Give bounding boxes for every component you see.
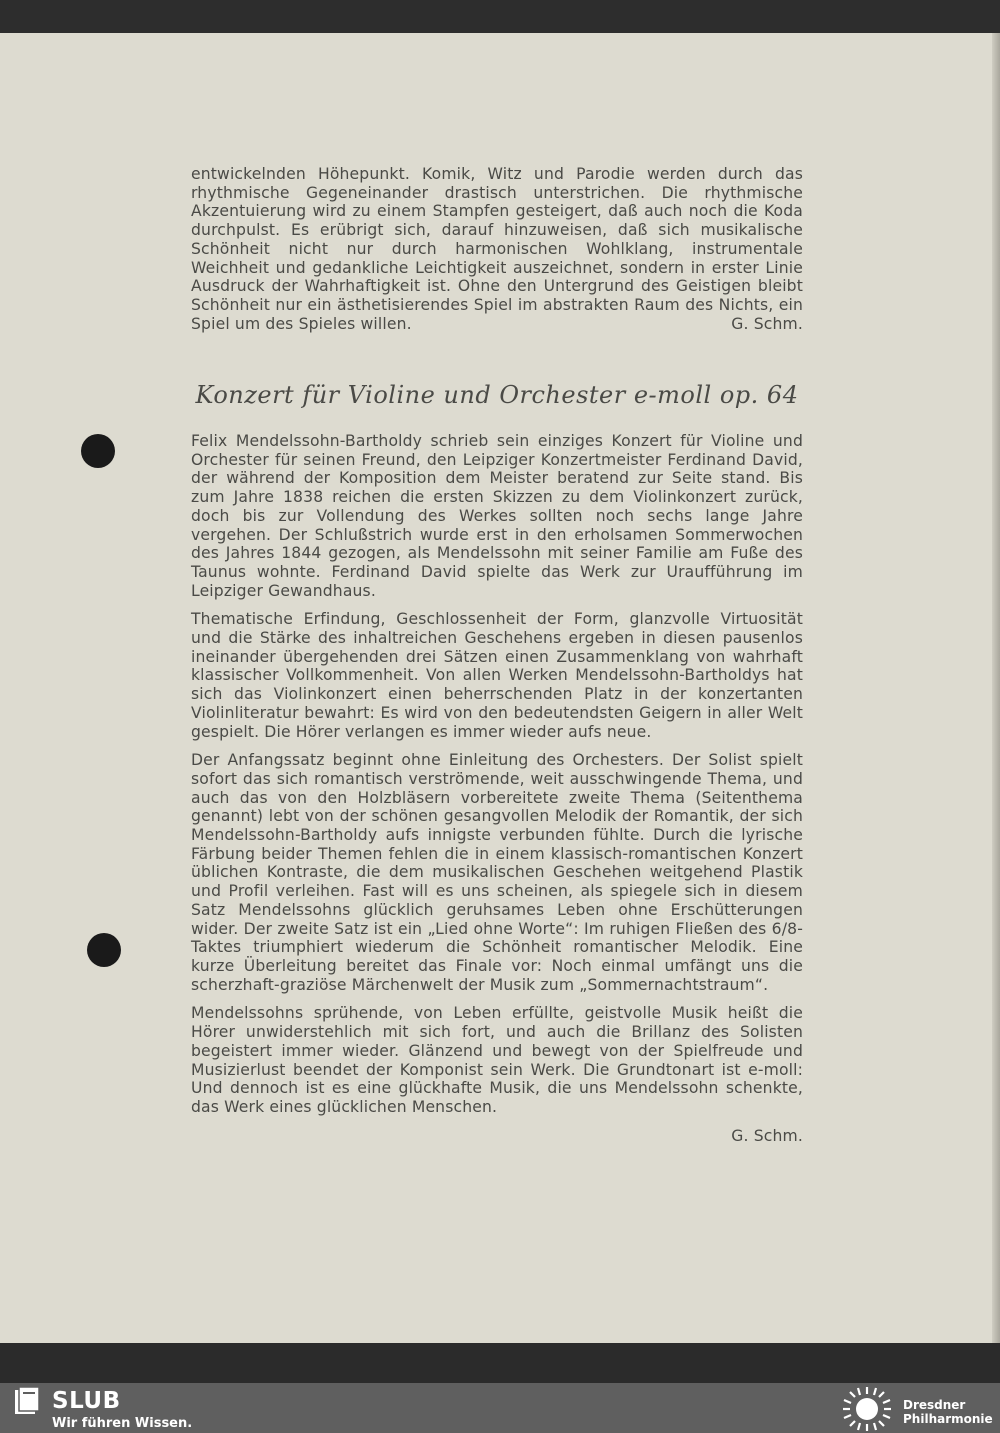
punch-hole-top [81,434,115,468]
article-title: Konzert für Violine und Orchester e-moll op. 64 [195,381,799,409]
punch-hole-bottom [87,933,121,967]
philharmonie-sunburst-icon [840,1385,894,1433]
intro-signature: G. Schm. [731,314,803,333]
article-paragraph-4: Mendelssohns sprühende, von Leben erfüllte, geistvolle Musik heißt die Hörer unwiderstehlich mit sich fort, und auch die Brillanz des Solisten begeistert immer wieder. Glänzend und bewegt von der Spielfreude und Musizierlust beendet der Komponist sein Werk. Die Grundtonart ist e-moll: Und dennoch ist es eine glückhafte Musik, die uns Mendelssohn schenkte, das Werk eines glücklichen Menschen. [191,1004,803,1116]
article-signature: G. Schm. [731,1126,803,1145]
slub-tagline: Wir führen Wissen. [52,1416,193,1431]
article-paragraph-1: Felix Mendelssohn-Bartholdy schrieb sein einziges Konzert für Violine und Orchester für seinen Freund, den Leipziger Konzertmeister Ferdinand David, der während der Komposition dem Meister beratend zur Seite stand. Bis zum Jahre 1838 reichen die ersten Skizzen zu dem Violinkonzert zurück, doch bis zur Vollendung des Werkes sollten noch sechs lange Jahre vergehen. Der Schlußstrich wurde erst in den erholsamen Sommerwochen des Jahres 1844 gezogen, als Mendelssohn mit seiner Familie am Fuße des Taunus wohnte. Ferdinand David spielte das Werk zur Uraufführung im Leipziger Gewandhaus. [191,432,803,600]
intro-paragraph [191,165,803,333]
intro-text: entwickelnden Höhepunkt. Komik, Witz und Parodie werden durch das rhythmische Gegeneinander drastisch unterstrichen. Die rhythmische Akzentuierung wird zu einem Stampfen gesteigert, daß auch noch die Koda durchpulst. Es erübrigt sich, darauf hinzuweisen, daß sich musikalische Schönheit nicht nur durch harmonischen Wohlklang, instrumentale Weichheit und gedankliche Leichtigkeit auszeichnet, sondern in erster Linie Ausdruck der Wahrhaftigkeit ist. Ohne den Untergrund des Geistigen bleibt Schönheit nur ein ästhetisierendes Spiel im abstrakten Raum des Nichts, ein Spiel um des Spieles willen. [191,165,803,333]
page-edge-shadow [992,33,1000,1343]
scan-top-border [0,0,1000,33]
slub-name: SLUB [52,1388,121,1414]
article-paragraph-3: Der Anfangssatz beginnt ohne Einleitung des Orchesters. Der Solist spielt sofort das sich romantisch verströmende, weit ausschwingende Thema, und auch das von den Holzbläsern vorbereitete zweite Thema (Seitenthema genannt) lebt von der schönen gesangvollen Melodik der Romantik, der sich Mendelssohn-Bartholdy aufs innigste verbunden fühlte. Durch die lyrische Färbung beider Themen fehlen die in einem klassisch-romantischen Konzert üblichen Kontraste, die dem musikalischen Geschehen weitgehend Plastik und Profil verleihen. Fast will es uns scheinen, als spiegele sich in diesem Satz Mendelssohns glücklich geruhsames Leben ohne Erschütterungen wider. Der zweite Satz ist ein „Lied ohne Worte“: Im ruhigen Fließen des 6/8-Taktes triumphiert wiederum die Schönheit romantischer Melodik. Eine kurze Überleitung bereitet das Finale vor: Noch einmal umfängt uns die scherzhaft-graziöse Märchenwelt der Musik zum „Sommernachtstraum“. [191,751,803,994]
philharmonie-name [903,1398,993,1426]
philharmonie-name-line-1: Dresdner [903,1398,966,1412]
philharmonie-name-line-2: Philharmonie [903,1412,993,1426]
article-paragraph-2: Thematische Erfindung, Geschlossenheit der Form, glanzvolle Virtuosität und die Stärke des inhaltreichen Geschehens ergeben in diesen pausenlos ineinander übergehenden drei Sätzen einen Zusammenklang von wahrhaft klassischer Vollkommenheit. Von allen Werken Mendelssohn-Bartholdys hat sich das Violinkonzert einen beherrschenden Platz in der konzertanten Violinliteratur bewahrt: Es wird von den bedeutendsten Geigern in aller Welt gespielt. Die Hörer verlangen es immer wieder aufs neue. [191,610,803,741]
scan-bottom-border [0,1343,1000,1383]
slub-book-icon [14,1387,40,1415]
article-body [191,432,803,1145]
